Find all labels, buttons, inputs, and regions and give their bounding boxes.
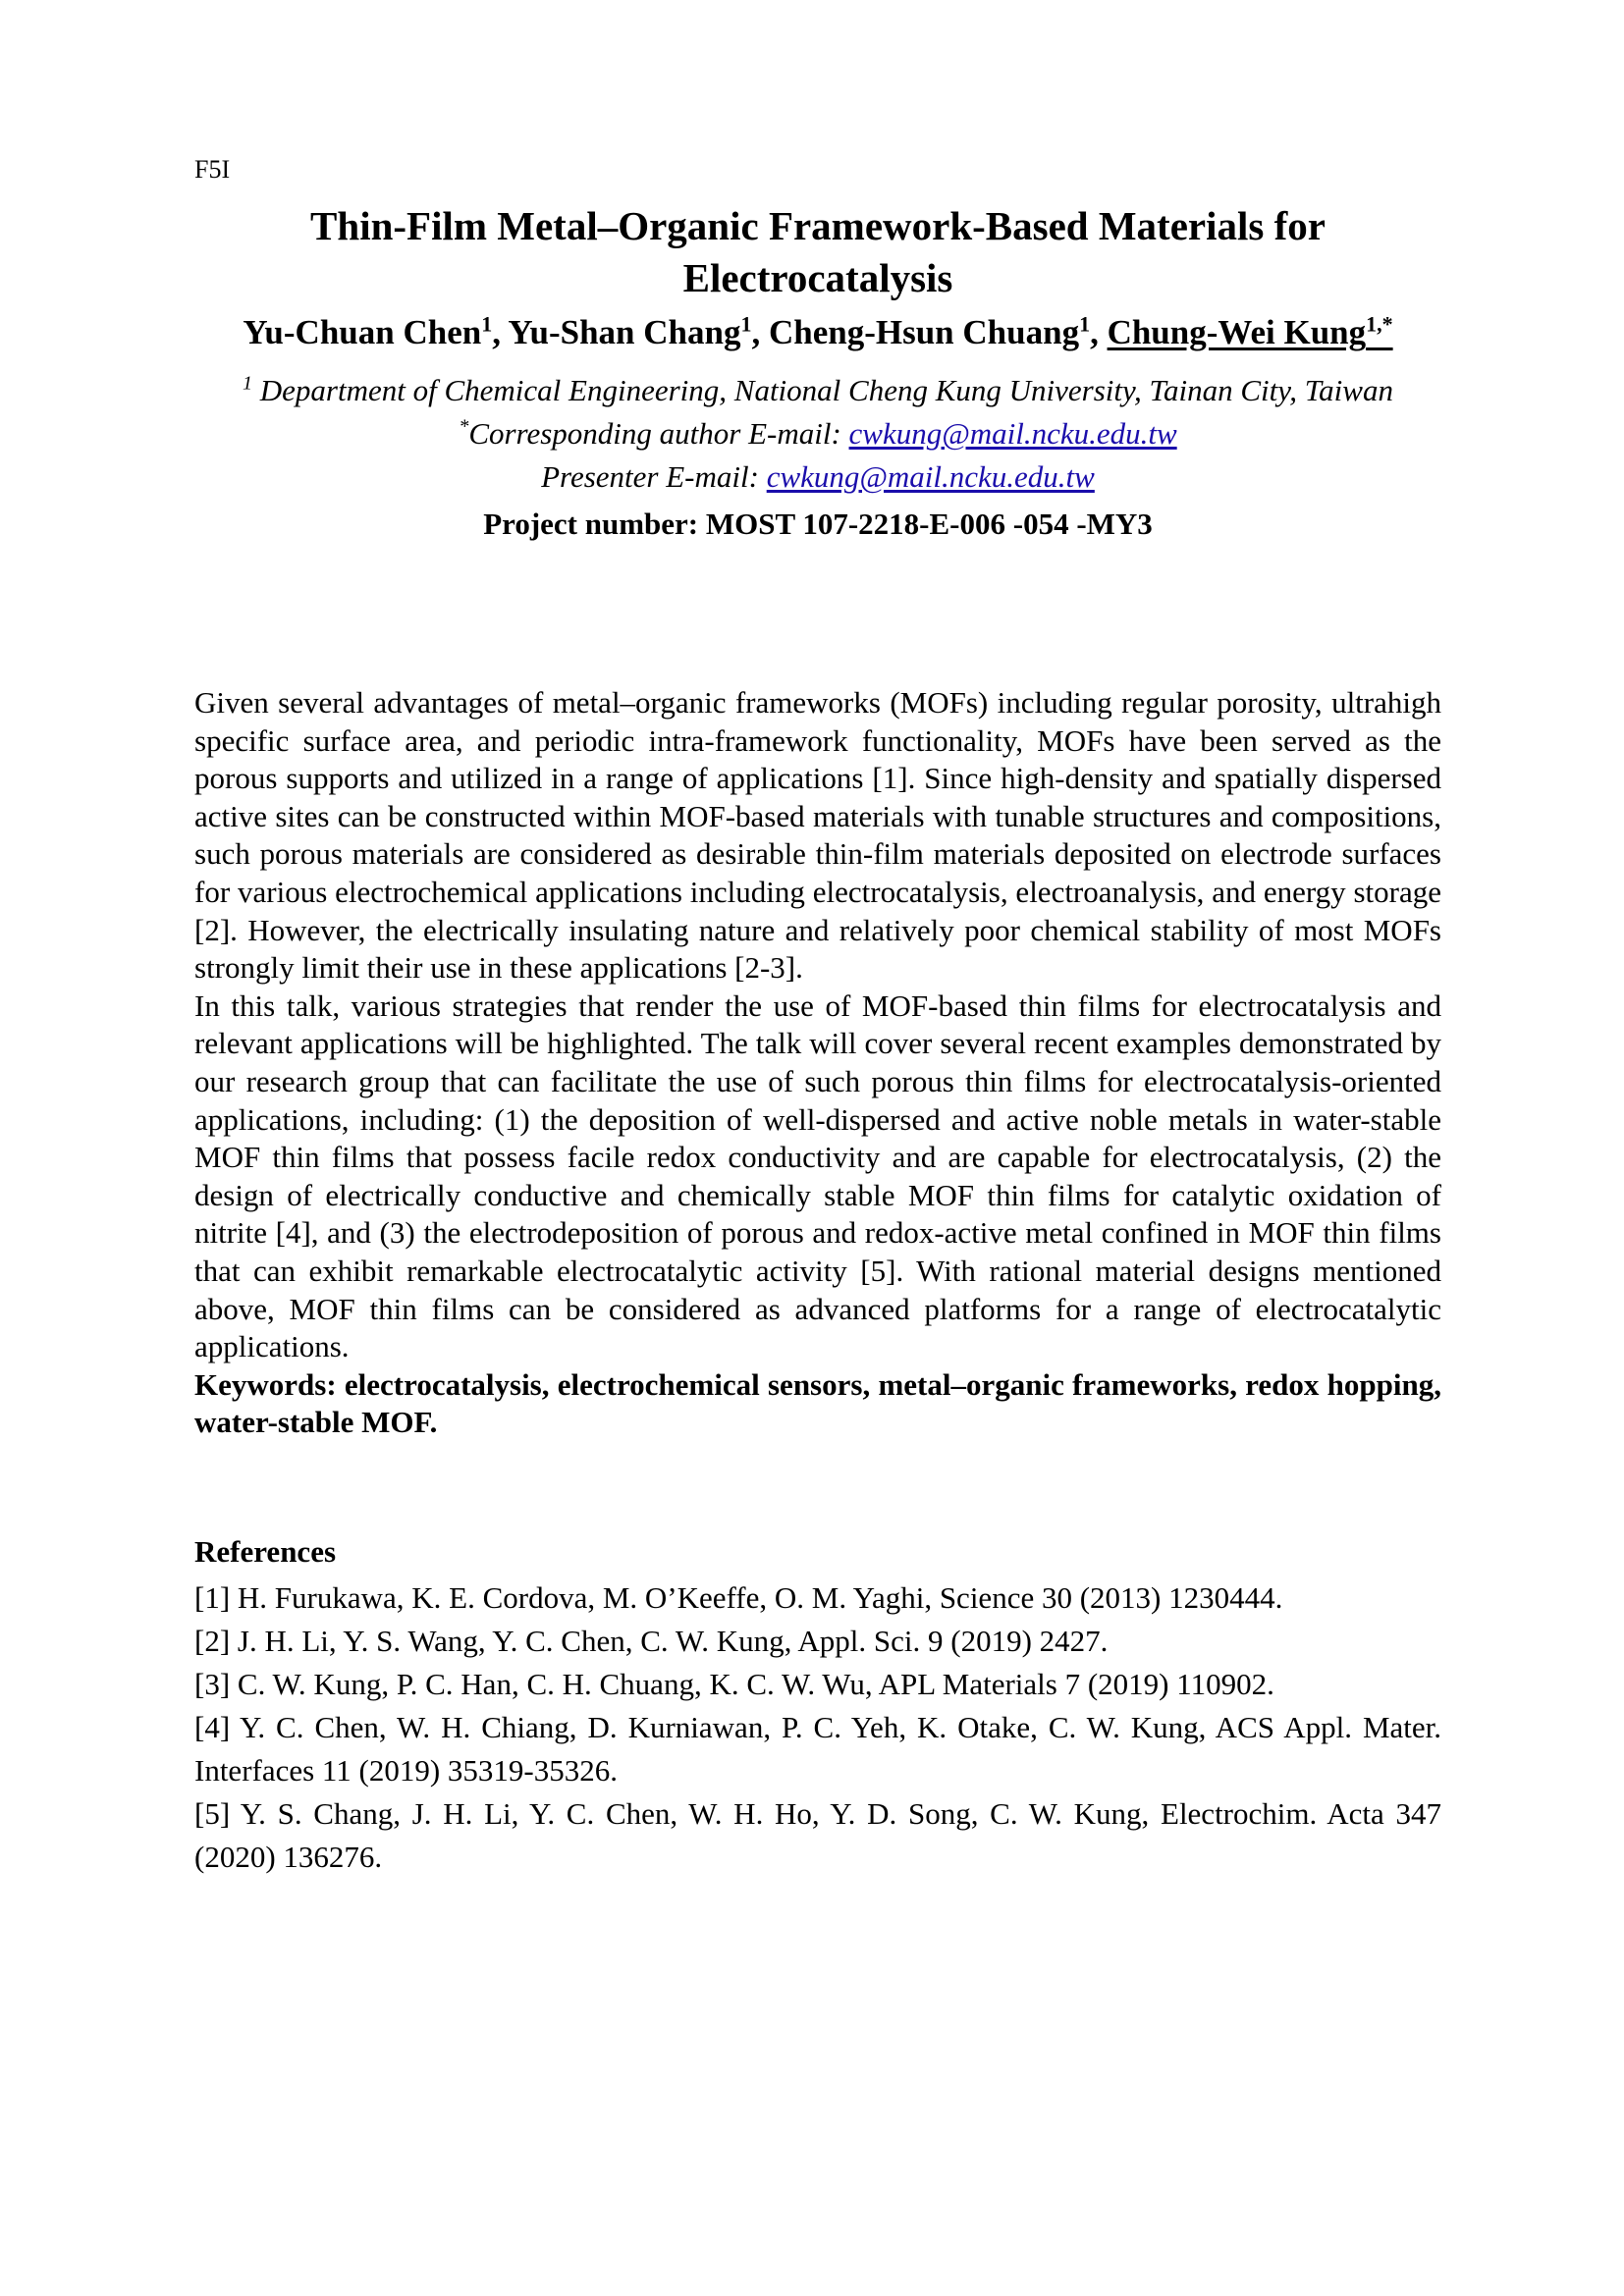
abstract-paragraph-1: Given several advantages of metal–organic frameworks (MOFs) including regular porosity, ultrahigh specific surface area, and periodic intra-framework functionality, MOFs have been served as the porous supports and utilized in a range of applications [1]. Since high-density and spatially dispersed active sites can be constructed within MOF-based materials with tunable structures and compositions, such porous materials are considered as desirable thin-film materials deposited on electrode surfaces for various electrochemical applications including electrocatalysis, electroanalysis, and energy storage [2]. However, the electrically insulating nature and relatively poor chemical stability of most MOFs strongly limit their use in these applications [2-3]. bbox=[194, 685, 1441, 986]
reference-item: [2] J. H. Li, Y. S. Wang, Y. C. Chen, C. W. Kung, Appl. Sci. 9 (2019) 2427. bbox=[194, 1624, 1109, 1658]
affiliation bbox=[234, 369, 1402, 412]
author-2: Yu-Shan Chang$^1$, bbox=[508, 311, 769, 351]
affiliation-marker: 1 bbox=[243, 372, 253, 395]
keywords: Keywords: electrocatalysis, electrochemical sensors, metal–organic frameworks, redox hopping, water-stable MOF. bbox=[194, 1366, 1441, 1440]
reference-item: [4] Y. C. Chen, W. H. Chiang, D. Kurniawan, P. C. Yeh, K. Otake, C. W. Kung, ACS Appl. Mater. Interfaces 11 (2019) 35319-35326. bbox=[194, 1710, 1441, 1788]
affiliation-text: Department of Chemical Engineering, National Cheng Kung University, Tainan City, Taiwan bbox=[252, 373, 1393, 407]
abstract-paragraph-2: In this talk, various strategies that render the use of MOF-based thin films for electrocatalysis and relevant applications will be highlighted. The talk will cover several recent examples demonstrated by our research group that can facilitate the use of such porous thin films for electrocatalysis-oriented applications, including: (1) the deposition of well-dispersed and active noble metals in water-stable MOF thin films that possess facile redox conductivity and are capable for electrocatalysis, (2) the design of electrically conductive and chemically stable MOF thin films for catalytic oxidation of nitrite [4], and (3) the electrodeposition of porous and redox-active metal confined in MOF thin films that can exhibit remarkable electrocatalytic activity [5]. With rational material designs mentioned above, MOF thin films can be considered as advanced platforms for a range of electrocatalytic applications. bbox=[194, 988, 1441, 1364]
session-code: F5I bbox=[194, 155, 231, 184]
reference-item: [5] Y. S. Chang, J. H. Li, Y. C. Chen, W. H. Ho, Y. D. Song, C. W. Kung, Electrochim. Acta 347 (2020) 136276. bbox=[194, 1796, 1441, 1874]
reference-item: [3] C. W. Kung, P. C. Han, C. H. Chuang, K. C. W. Wu, APL Materials 7 (2019) 110902. bbox=[194, 1667, 1274, 1701]
header bbox=[194, 200, 1441, 546]
author-list bbox=[224, 310, 1412, 355]
presenter-email-link[interactable]: cwkung@mail.ncku.edu.tw bbox=[766, 459, 1095, 494]
paper-title: Thin-Film Metal–Organic Framework-Based Materials for Electrocatalysis bbox=[310, 203, 1326, 300]
project-number: Project number: MOST 107-2218-E-006 -054 -MY3 bbox=[483, 507, 1153, 541]
abstract-body bbox=[194, 684, 1441, 1442]
references-heading: References bbox=[194, 1534, 337, 1569]
reference-item: [1] H. Furukawa, K. E. Cordova, M. O’Keeffe, O. M. Yaghi, Science 30 (2013) 1230444. bbox=[194, 1580, 1283, 1615]
author-4-presenter: Chung-Wei Kung$^{1,*}$ bbox=[1107, 311, 1393, 351]
corresponding-author-line: *Corresponding author E-mail: cwkung@mail.ncku.edu.tw bbox=[459, 415, 1177, 451]
corresponding-email-link[interactable]: cwkung@mail.ncku.edu.tw bbox=[848, 416, 1177, 451]
presenter-line: Presenter E-mail: cwkung@mail.ncku.edu.tw bbox=[541, 459, 1095, 494]
author-1: Yu-Chuan Chen$^1$, bbox=[243, 311, 509, 351]
author-3: Cheng-Hsun Chuang$^1$, bbox=[768, 311, 1108, 351]
references-section bbox=[194, 1533, 1441, 1879]
